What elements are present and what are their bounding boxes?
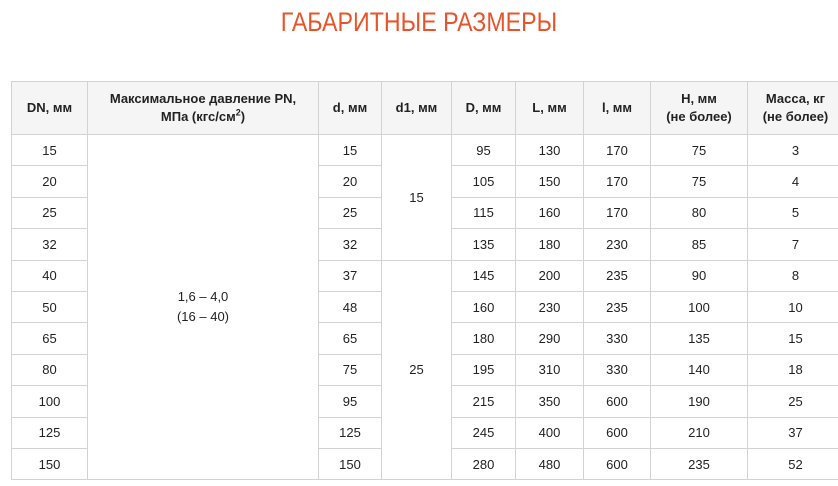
cell-L: 150 xyxy=(516,166,584,197)
pn-value-line1: 1,6 – 4,0 xyxy=(177,289,229,305)
cell-d: 20 xyxy=(319,166,382,197)
cell-mass: 5 xyxy=(748,197,838,228)
header-d1: d1, мм xyxy=(382,82,452,135)
header-pn xyxy=(88,82,319,135)
cell-l: 230 xyxy=(584,229,651,260)
cell-dn: 25 xyxy=(12,197,88,228)
cell-D: 135 xyxy=(452,229,516,260)
cell-l: 330 xyxy=(584,354,651,385)
cell-H: 235 xyxy=(651,448,748,479)
header-mass-line1: Масса, кг xyxy=(765,91,826,106)
cell-pn-value xyxy=(88,135,319,480)
table-row xyxy=(12,135,838,166)
cell-D: 180 xyxy=(452,323,516,354)
cell-D: 245 xyxy=(452,417,516,448)
cell-d: 95 xyxy=(319,386,382,417)
cell-H: 140 xyxy=(651,354,748,385)
cell-l: 235 xyxy=(584,291,651,322)
cell-mass: 3 xyxy=(748,135,838,166)
cell-H: 210 xyxy=(651,417,748,448)
cell-l: 600 xyxy=(584,386,651,417)
header-d: d, мм xyxy=(319,82,382,135)
pn-value-line2: (16 – 40) xyxy=(176,309,230,325)
cell-L: 180 xyxy=(516,229,584,260)
header-L: L, мм xyxy=(516,82,584,135)
cell-L: 230 xyxy=(516,291,584,322)
cell-d: 37 xyxy=(319,260,382,291)
cell-H: 90 xyxy=(651,260,748,291)
cell-mass: 10 xyxy=(748,291,838,322)
dimensions-table xyxy=(11,81,838,480)
cell-l: 170 xyxy=(584,166,651,197)
cell-L: 310 xyxy=(516,354,584,385)
cell-d: 15 xyxy=(319,135,382,166)
cell-d: 150 xyxy=(319,448,382,479)
cell-d: 125 xyxy=(319,417,382,448)
cell-dn: 15 xyxy=(12,135,88,166)
cell-mass: 37 xyxy=(748,417,838,448)
header-H-line1: H, мм xyxy=(681,91,717,106)
cell-mass: 7 xyxy=(748,229,838,260)
cell-dn: 125 xyxy=(12,417,88,448)
cell-dn: 32 xyxy=(12,229,88,260)
cell-D: 115 xyxy=(452,197,516,228)
cell-l: 170 xyxy=(584,135,651,166)
cell-l: 235 xyxy=(584,260,651,291)
cell-L: 350 xyxy=(516,386,584,417)
cell-d: 65 xyxy=(319,323,382,354)
page-title: ГАБАРИТНЫЕ РАЗМЕРЫ xyxy=(280,7,558,37)
cell-H: 75 xyxy=(651,166,748,197)
cell-mass: 8 xyxy=(748,260,838,291)
cell-mass: 4 xyxy=(748,166,838,197)
cell-dn: 150 xyxy=(12,448,88,479)
cell-D: 215 xyxy=(452,386,516,417)
cell-D: 160 xyxy=(452,291,516,322)
cell-d: 75 xyxy=(319,354,382,385)
cell-D: 95 xyxy=(452,135,516,166)
cell-d: 32 xyxy=(319,229,382,260)
cell-H: 75 xyxy=(651,135,748,166)
cell-mass: 25 xyxy=(748,386,838,417)
header-dn: DN, мм xyxy=(12,82,88,135)
cell-l: 330 xyxy=(584,323,651,354)
cell-D: 145 xyxy=(452,260,516,291)
cell-H: 85 xyxy=(651,229,748,260)
header-H xyxy=(651,82,748,135)
cell-d1-group1: 15 xyxy=(382,135,452,261)
cell-l: 170 xyxy=(584,197,651,228)
cell-L: 400 xyxy=(516,417,584,448)
cell-d: 48 xyxy=(319,291,382,322)
header-pn-line2: МПа (кгс/см xyxy=(160,109,236,124)
cell-L: 480 xyxy=(516,448,584,479)
cell-L: 130 xyxy=(516,135,584,166)
cell-H: 80 xyxy=(651,197,748,228)
cell-H: 100 xyxy=(651,291,748,322)
cell-L: 160 xyxy=(516,197,584,228)
header-mass-line2: (не более) xyxy=(762,109,829,124)
cell-L: 200 xyxy=(516,260,584,291)
cell-H: 190 xyxy=(651,386,748,417)
cell-mass: 15 xyxy=(748,323,838,354)
header-pn-close: ) xyxy=(240,109,246,124)
cell-dn: 100 xyxy=(12,386,88,417)
cell-dn: 50 xyxy=(12,291,88,322)
cell-dn: 40 xyxy=(12,260,88,291)
header-D: D, мм xyxy=(452,82,516,135)
cell-mass: 18 xyxy=(748,354,838,385)
cell-d1-group2: 25 xyxy=(382,260,452,480)
header-row xyxy=(12,82,838,135)
cell-dn: 80 xyxy=(12,354,88,385)
cell-H: 135 xyxy=(651,323,748,354)
cell-l: 600 xyxy=(584,448,651,479)
header-pn-sup: 2 xyxy=(235,107,241,118)
cell-D: 195 xyxy=(452,354,516,385)
cell-D: 105 xyxy=(452,166,516,197)
header-l: l, мм xyxy=(584,82,651,135)
cell-dn: 20 xyxy=(12,166,88,197)
cell-l: 600 xyxy=(584,417,651,448)
cell-mass: 52 xyxy=(748,448,838,479)
header-H-line2: (не более) xyxy=(666,109,732,124)
header-mass xyxy=(748,82,838,135)
cell-D: 280 xyxy=(452,448,516,479)
cell-L: 290 xyxy=(516,323,584,354)
cell-d: 25 xyxy=(319,197,382,228)
cell-dn: 65 xyxy=(12,323,88,354)
header-pn-line1: Максимальное давление PN, xyxy=(109,91,297,106)
